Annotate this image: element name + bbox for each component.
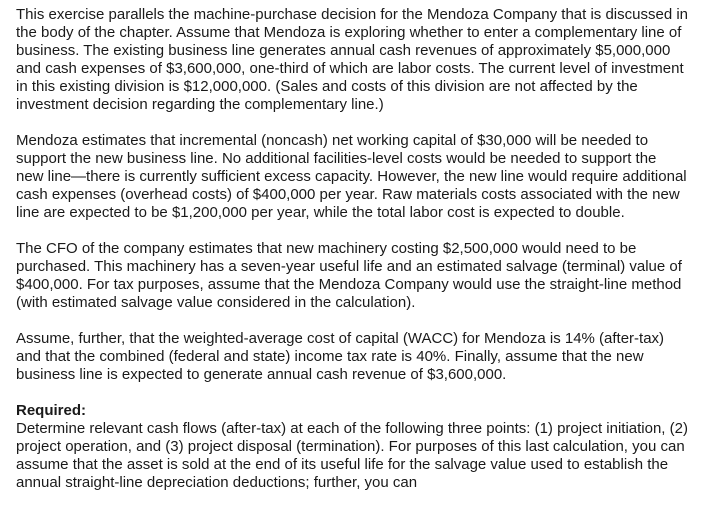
exercise-text [16, 6, 688, 492]
paragraph-machinery: The CFO of the company estimates that new machinery costing $2,500,000 would need to be purchased. This machinery has a seven-year useful life and an estimated salvage (terminal) value of $400,000. For tax purposes, assume that the Mendoza Company would use the straight-line method (with estimated salvage value considered in the calculation). [16, 240, 682, 311]
paragraph-wacc-tax: Assume, further, that the weighted-average cost of capital (WACC) for Mendoza is 14% (after-tax) and that the combined (federal and state) income tax rate is 40%. Finally, assume that the new business line is expected to generate annual cash revenue of $3,600,000. [16, 330, 665, 383]
paragraph-working-capital: Mendoza estimates that incremental (noncash) net working capital of $30,000 will be needed to support the new business line. No additional facilities-level costs would be needed to support the new line—there is currently sufficient excess capacity. However, the new line would require additional cash expenses (overhead costs) of $400,000 per year. Raw materials costs associated with the new line are expected to be $1,200,000 per year, while the total labor cost is expected to double. [16, 132, 687, 221]
required-text: Determine relevant cash flows (after-tax) at each of the following three points: (1) project initiation, (2) project operation, and (3) project disposal (termination). For purposes of this last calculation, you can assume that the asset is sold at the end of its useful life for the salvage value used to establish the annual straight-line depreciation deductions; further, you can [16, 420, 688, 491]
paragraph-intro: This exercise parallels the machine-purchase decision for the Mendoza Company that is discussed in the body of the chapter. Assume that Mendoza is exploring whether to enter a complementary line of business. The existing business line generates annual cash revenues of approximately $5,000,000 and cash expenses of $3,600,000, one-third of which are labor costs. The current level of investment in this existing division is $12,000,000. (Sales and costs of this division are not affected by the investment decision regarding the complementary line.) [16, 6, 689, 113]
required-heading: Required: [16, 402, 87, 419]
